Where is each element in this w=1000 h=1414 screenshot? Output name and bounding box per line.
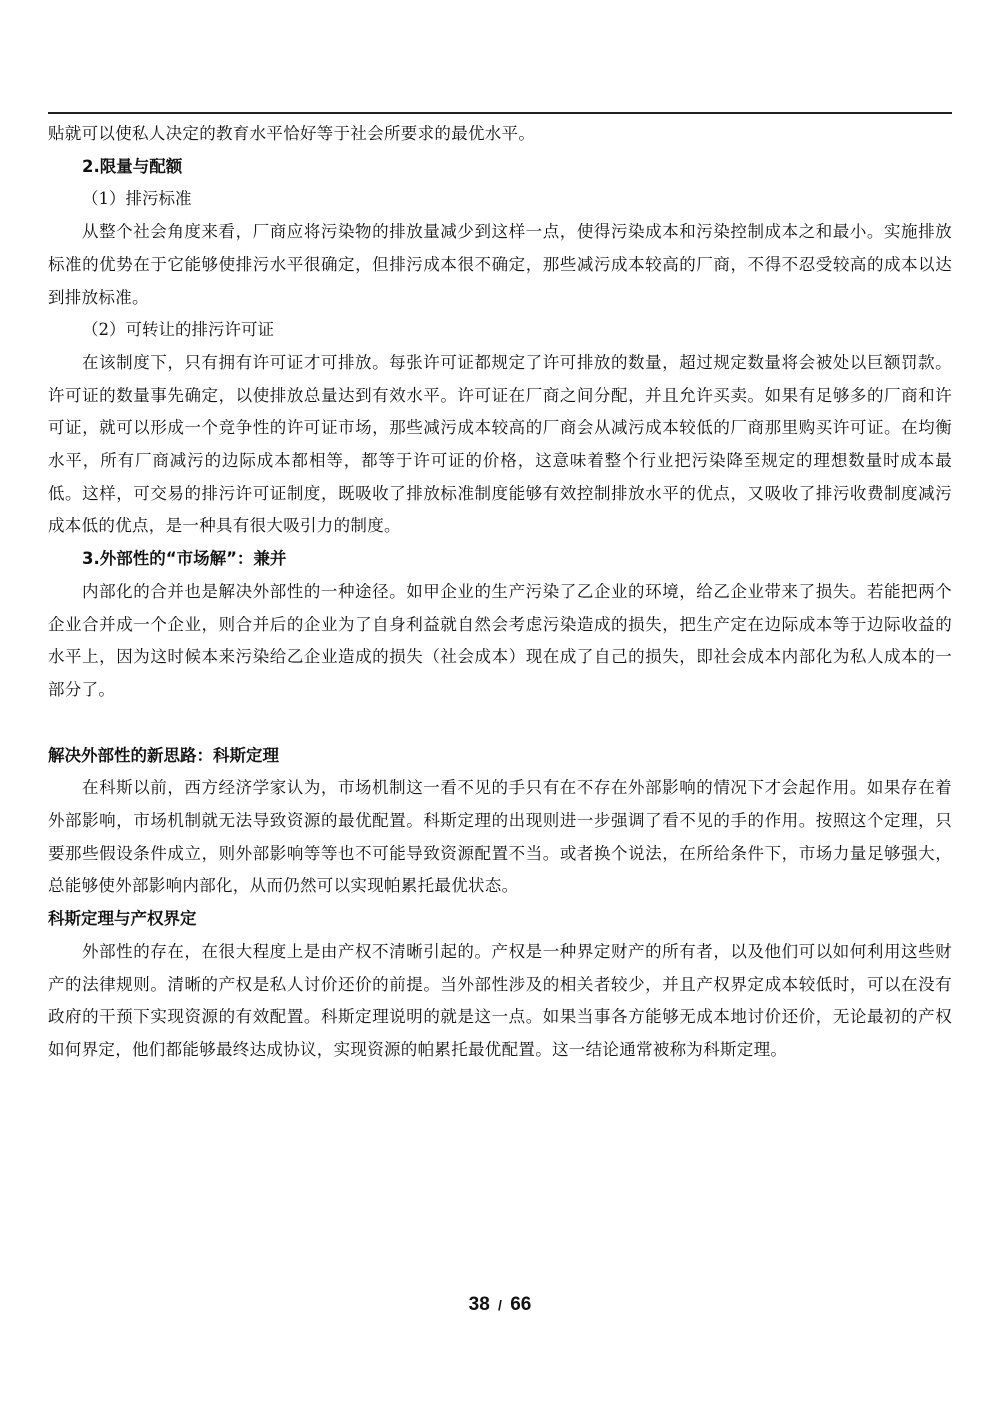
coase-paragraph: 在科斯以前，西方经济学家认为，市场机制这一看不见的手只有在不存在外部影响的情况下才会起作用。如果存在着外部影响，市场机制就无法导致资源的最优配置。科斯定理的出现则进一步强调了看不见的手的作用。按照这个定理，只要那些假设条件成立，则外部影响等等也不可能导致资源配置不当。或者换个说法，在所给条件下，市场力量足够强大，总能够使外部影响内部化，从而仍然可以实现帕累托最优状态。 <box>48 778 952 896</box>
subsection-2-paragraph: 在该制度下，只有拥有许可证才可排放。每张许可证都规定了许可排放的数量，超过规定数量将会被处以巨额罚款。许可证的数量事先确定，以使排放总量达到有效水平。许可证在厂商之间分配，并且允许买卖。如果有足够多的厂商和许可证，就可以形成一个竞争性的许可证市场，那些减污成本较高的厂商会从减污成本较低的厂商那里购买许可证。在均衡水平，所有厂商减污的边际成本都相等，都等于许可证的价格，这意味着整个行业把污染降至规定的理想数量时成本最低。这样，可交易的排污许可证制度，既吸收了排放标准制度能够有效控制排放水平的优点，又吸收了排污收费制度减污成本低的优点，是一种具有很大吸引力的制度。 <box>48 352 952 536</box>
header-rule <box>48 112 952 114</box>
coase-heading: 解决外部性的新思路：科斯定理 <box>48 745 279 765</box>
page-content <box>48 118 952 1067</box>
section-2-heading: 2.限量与配额 <box>82 156 183 176</box>
section-3-heading: 3.外部性的“市场解”：兼并 <box>82 549 287 569</box>
spacer <box>48 707 952 740</box>
continued-paragraph: 贴就可以使私人决定的教育水平恰好等于社会所要求的最优水平。 <box>48 124 536 143</box>
subsection-2-title: （2）可转让的排污许可证 <box>82 320 274 340</box>
subsection-1-paragraph: 从整个社会角度来看，厂商应将污染物的排放量减少到这样一点，使得污染成本和污染控制成本之和最小。实施排放标准的优势在于它能够使排污水平很确定，但排污成本很不确定，那些减污成本较高的厂商，不得不忍受较高的成本以达到排放标准。 <box>48 222 952 307</box>
page-separator: / <box>498 1297 502 1313</box>
property-rights-heading: 科斯定理与产权界定 <box>48 909 197 929</box>
section-3-paragraph: 内部化的合并也是解决外部性的一种途径。如甲企业的生产污染了乙企业的环境，给乙企业带来了损失。若能把两个企业合并成一个企业，则合并后的企业为了自身利益就自然会考虑污染造成的损失，把生产定在边际成本等于边际收益的水平上，因为这时候本来污染给乙企业造成的损失（社会成本）现在成了自己的损失，即社会成本内部化为私人成本的一部分了。 <box>48 581 952 699</box>
property-rights-paragraph: 外部性的存在，在很大程度上是由产权不清晰引起的。产权是一种界定财产的所有者，以及他们可以如何利用这些财产的法律规则。清晰的产权是私人讨价还价的前提。当外部性涉及的相关者较少，并且产权界定成本较低时，可以在没有政府的干预下实现资源的有效配置。科斯定理说明的就是这一点。如果当事各方能够无成本地讨价还价，无论最初的产权如何界定，他们都能够最终达成协议，实现资源的帕累托最优配置。这一结论通常被称为科斯定理。 <box>48 941 952 1059</box>
page-current: 38 <box>468 1294 490 1315</box>
subsection-1-title: （1）排污标准 <box>82 189 192 209</box>
page-number <box>0 1294 1000 1316</box>
page-total: 66 <box>510 1294 532 1315</box>
